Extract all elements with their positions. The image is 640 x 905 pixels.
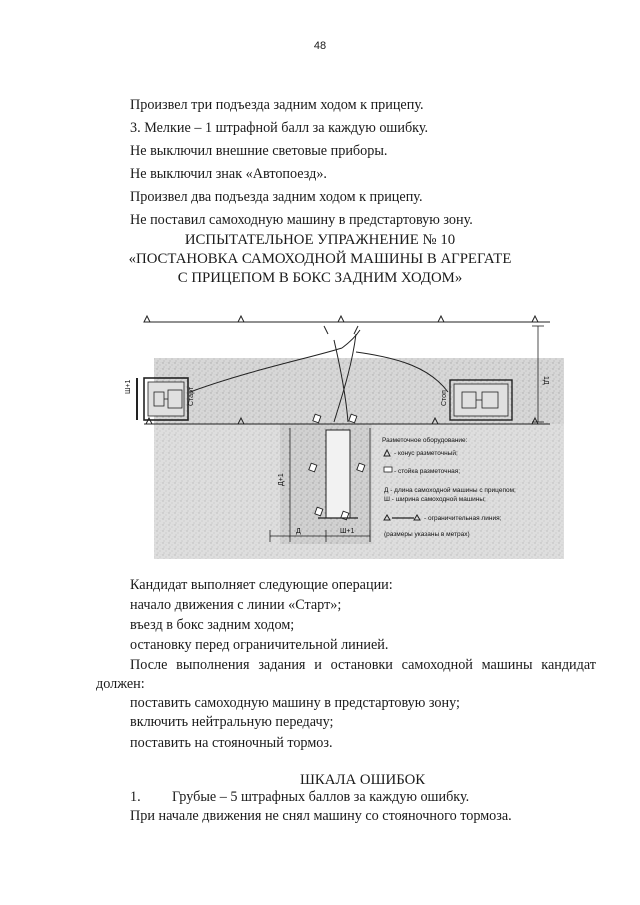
errors-title: ШКАЛА ОШИБОК [300,772,426,788]
legend-line: Разметочное оборудование: [382,437,468,444]
list-item: въезд в бокс задним ходом; [130,617,295,633]
page-number: 48 [313,40,327,52]
start-width-label: Ш+1 [125,379,132,394]
text-line: Не выключил знак «Автопоезд». [130,166,327,182]
text-line: должен: [96,676,145,692]
legend-line: (размеры указаны в метрах) [384,531,470,538]
cone-icon [532,316,538,322]
exercise-title-line: ИСПЫТАТЕЛЬНОЕ УПРАЖНЕНИЕ № 10 [184,232,456,248]
list-item: поставить на стояночный тормоз. [130,735,333,751]
bottom-box-dim-label: Ш+1 [340,528,355,535]
parking-box [326,430,350,518]
diagram-svg [120,296,564,564]
exercise-diagram [120,296,564,564]
text-line: Кандидат выполняет следующие операции: [130,577,393,593]
list-item: начало движения с линии «Старт»; [130,597,342,613]
cone-icon [144,316,150,322]
start-marker [136,378,138,420]
box-length-label: Д+1 [278,473,285,486]
legend-line: - ограничительная линия; [424,515,502,522]
legend-line: - конус разметочный; [394,450,458,457]
stop-label: Стоп [441,390,448,406]
text-line: Не выключил внешние световые приборы. [130,143,388,159]
cone-icon [238,316,244,322]
cone-icon [438,316,444,322]
legend-line: Д - длина самоходной машины с прицепом; [384,487,516,494]
list-item: остановку перед ограничительной линией. [130,637,389,653]
text-line: Произвел два подъезда задним ходом к прицепу. [130,189,423,205]
cone-icon [146,418,152,424]
text-line: 3. Мелкие – 1 штрафной балл за каждую ошибку. [130,120,429,136]
errors-item-text: Грубые – 5 штрафных баллов за каждую ошибку. [172,789,470,805]
text-line: Не поставил самоходную машину в предстартовую зону. [130,212,473,228]
legend-line: - стойка разметочная; [394,468,461,475]
post-icon [384,467,392,472]
errors-item-number: 1. [130,789,141,805]
list-item: включить нейтральную передачу; [130,714,334,730]
text-line: Произвел три подъезда задним ходом к прицепу. [130,97,424,113]
height-dimension-label: 1Д [542,376,549,385]
bottom-left-dim-label: Д [296,528,301,535]
text-line: При начале движения не снял машину со стояночного тормоза. [130,808,512,824]
list-item: поставить самоходную машину в предстартовую зону; [130,695,460,711]
start-label: Старт [188,386,195,406]
legend-line: Ш - ширина самоходной машины; [384,496,486,503]
text-line: После выполнения задания и остановки самоходной машины кандидат [130,657,596,673]
exercise-title-line: С ПРИЦЕПОМ В БОКС ЗАДНИМ ХОДОМ» [177,270,463,286]
exercise-title-line: «ПОСТАНОВКА САМОХОДНОЙ МАШИНЫ В АГРЕГАТЕ [128,251,512,267]
cone-icon [338,316,344,322]
